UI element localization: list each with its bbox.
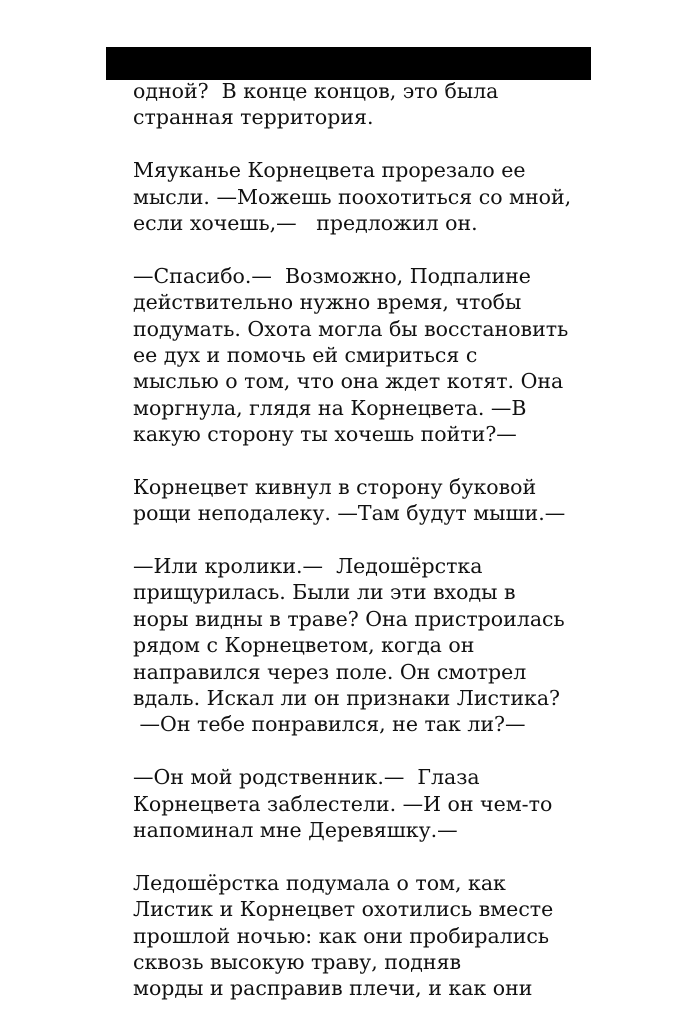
text-line: странная территория. xyxy=(133,105,374,130)
text-line: рощи неподалеку. —Там будут мыши.— xyxy=(133,501,566,526)
text-line: —Или кролики.— Ледошёрстка xyxy=(133,554,483,579)
text-line: действительно нужно время, чтобы xyxy=(133,290,522,315)
paragraph-gap xyxy=(133,131,573,157)
text-line: —Он тебе понравился, не так ли?— xyxy=(133,712,526,737)
text-line: Листик и Корнецвет охотились вместе xyxy=(133,897,554,922)
text-line: моргнула, глядя на Корнецвета. —В xyxy=(133,395,527,420)
text-line: прошлой ночью: как они пробирались xyxy=(133,923,550,948)
text-line: Корнецвет кивнул в сторону буковой xyxy=(133,474,537,499)
text-line: сквозь высокую траву, подняв xyxy=(133,949,462,974)
text-line: одной? В конце концов, это была xyxy=(133,79,499,103)
page-text xyxy=(133,78,573,1001)
text-line: напоминал мне Деревяшку.— xyxy=(133,817,458,842)
text-line: ее дух и помочь ей смириться с xyxy=(133,342,478,367)
text-line: —Спасибо.— Возможно, Подпалине xyxy=(133,263,531,288)
text-line: —Он мой родственник.— Глаза xyxy=(133,765,480,790)
paragraph-gap xyxy=(133,447,573,473)
paragraph xyxy=(133,553,573,738)
paragraph-gap xyxy=(133,738,573,764)
text-line: мыслью о том, что она ждет котят. Она xyxy=(133,369,564,394)
text-line: подумать. Охота могла бы восстановить xyxy=(133,316,569,341)
paragraph xyxy=(133,870,573,1002)
paragraph-gap xyxy=(133,843,573,869)
paragraph-gap xyxy=(133,236,573,262)
paragraph xyxy=(133,474,573,527)
text-line: прищурилась. Были ли эти входы в xyxy=(133,580,516,605)
text-line: Корнецвета заблестели. —И он чем-то xyxy=(133,791,553,816)
text-line: вдаль. Искал ли он признаки Листика? xyxy=(133,685,561,710)
text-line: рядом с Корнецветом, когда он xyxy=(133,633,475,658)
paragraph xyxy=(133,157,573,236)
redaction-bar xyxy=(106,47,591,80)
text-line: морды и расправив плечи, и как они xyxy=(133,976,533,1001)
text-line: мысли. —Можешь поохотиться со мной, xyxy=(133,184,572,209)
text-line: норы видны в траве? Она пристроилась xyxy=(133,606,565,631)
paragraph xyxy=(133,78,573,131)
text-line: Ледошёрстка подумала о том, как xyxy=(133,870,506,895)
text-line: если хочешь,— предложил он. xyxy=(133,210,478,235)
text-line: направился через поле. Он смотрел xyxy=(133,659,527,684)
paragraph-gap xyxy=(133,527,573,553)
text-line: Мяуканье Корнецвета прорезало ее xyxy=(133,158,526,183)
paragraph xyxy=(133,263,573,448)
paragraph xyxy=(133,764,573,843)
text-line: какую сторону ты хочешь пойти?— xyxy=(133,422,517,447)
